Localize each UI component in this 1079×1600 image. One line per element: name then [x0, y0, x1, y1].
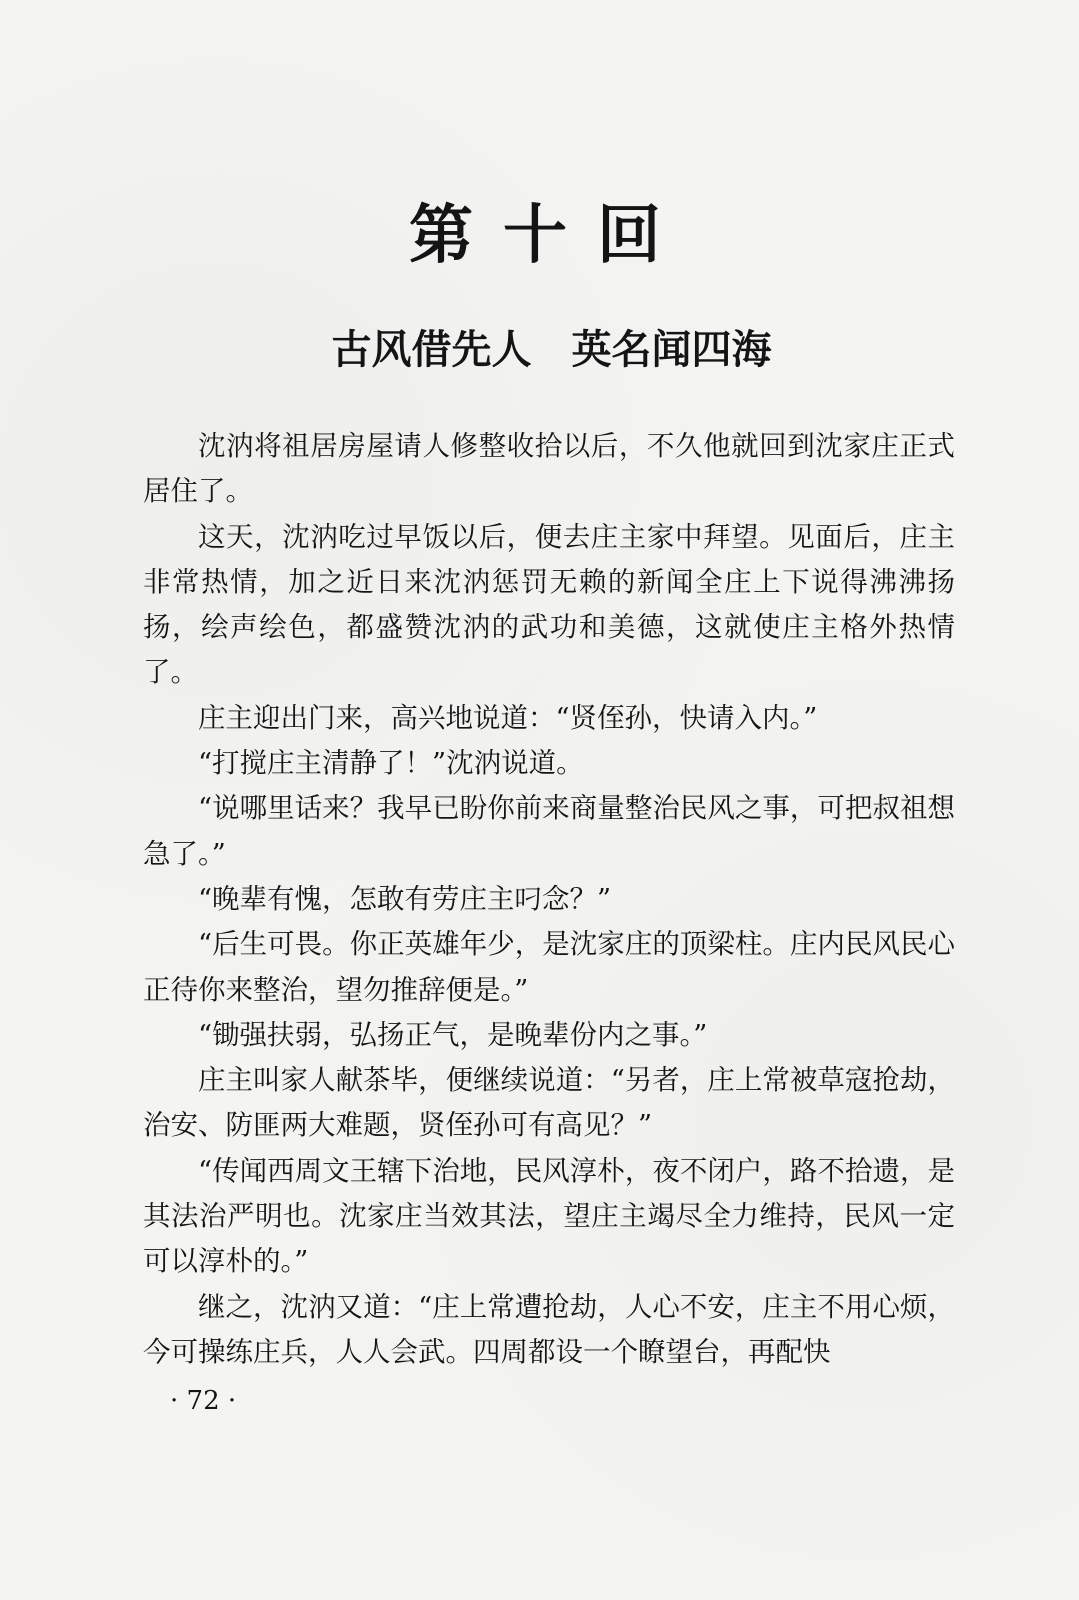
paragraph: 这天，沈汭吃过早饭以后，便去庄主家中拜望。见面后，庄主非常热情，加之近日来沈汭惩罚无赖的新闻全庄上下说得沸沸扬扬，绘声绘色，都盛赞沈汭的武功和美德，这就使庄主格外热情了。: [143, 520, 955, 689]
paragraph: 庄主叫家人献茶毕，便继续说道：“另者，庄上常被草寇抢劫，治安、防匪两大难题，贤侄孙可有高见？”: [143, 1064, 955, 1142]
paragraph: 庄主迎出门来，高兴地说道：“贤侄孙，快请入内。”: [198, 701, 818, 734]
paragraph: “说哪里话来？我早已盼你前来商量整治民风之事，可把叔祖想急了。”: [143, 792, 955, 870]
chapter-number-title: 第十回: [409, 198, 691, 273]
paragraph: 沈汭将祖居房屋请人修整收拾以后，不久他就回到沈家庄正式居住了。: [143, 430, 955, 508]
page-number: · 72 ·: [170, 1386, 237, 1416]
paragraph: “后生可畏。你正英雄年少，是沈家庄的顶梁柱。庄内民风民心正待你来整治，望勿推辞便是。”: [143, 928, 955, 1006]
paragraph: “锄强扶弱，弘扬正气，是晚辈份内之事。”: [198, 1018, 708, 1051]
paragraph: 继之，沈汭又道：“庄上常遭抢劫，人心不安，庄主不用心烦，今可操练庄兵，人人会武。四周都设一个瞭望台，再配快: [143, 1290, 955, 1368]
paragraph: “传闻西周文王辖下治地，民风淳朴，夜不闭户，路不拾遗，是其法治严明也。沈家庄当效其法，望庄主竭尽全力维持，民风一定可以淳朴的。”: [143, 1154, 955, 1278]
paragraph: “打搅庄主清静了！”沈汭说道。: [198, 747, 584, 780]
paragraph: “晚辈有愧，怎敢有劳庄主叼念？”: [198, 882, 612, 915]
chapter-body: [143, 424, 955, 1375]
chapter-subtitle: 古风借先人 英名闻四海: [331, 327, 772, 373]
